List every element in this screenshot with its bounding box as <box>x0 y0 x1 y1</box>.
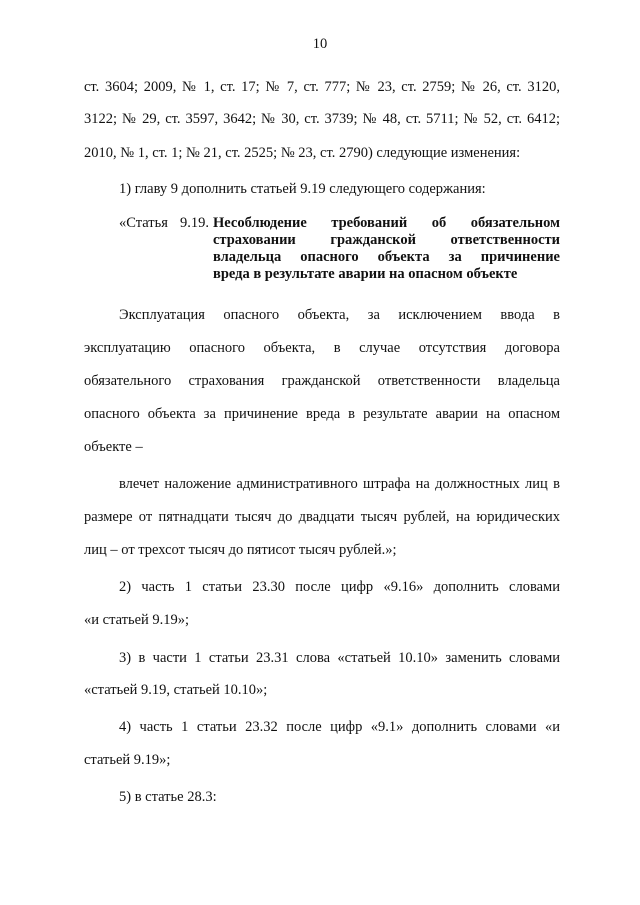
article-title-line: владельца опасного объекта за причинение <box>213 249 560 265</box>
body-line: размере от пятнадцати тысяч до двадцати тысяч рублей, на юридических <box>84 509 560 525</box>
article-title-line: страховании гражданской ответственности <box>213 232 560 248</box>
article-title <box>213 215 560 283</box>
intro-line: ст. 3604; 2009, № 1, ст. 17; № 7, ст. 777; № 23, ст. 2759; № 26, ст. 3120, <box>84 79 560 95</box>
body-line: 4) часть 1 статьи 23.32 после цифр «9.1» дополнить словами «и <box>119 719 560 735</box>
body-line: статьей 9.19»; <box>84 752 171 768</box>
body-line: 3) в части 1 статьи 23.31 слова «статьей 10.10» заменить словами <box>119 650 560 666</box>
intro-line: 3122; № 29, ст. 3597, 3642; № 30, ст. 3739; № 48, ст. 5711; № 52, ст. 6412; <box>84 111 560 127</box>
body-line: 2) часть 1 статьи 23.30 после цифр «9.16» дополнить словами <box>119 579 560 595</box>
body-line: «статьей 9.19, статьей 10.10»; <box>84 682 268 698</box>
body-line: лиц – от трехсот тысяч до пятисот тысяч рублей.»; <box>84 542 397 558</box>
article-heading <box>119 215 560 283</box>
article-label: «Статья 9.19. <box>119 215 209 231</box>
intro-line: 2010, № 1, ст. 1; № 21, ст. 2525; № 23, ст. 2790) следующие изменения: <box>84 145 521 161</box>
body-line: эксплуатацию опасного объекта, в случае отсутствия договора <box>84 340 560 356</box>
article-title-line: вреда в результате аварии на опасном объекте <box>213 266 518 282</box>
body-line: обязательного страхования гражданской ответственности владельца <box>84 373 560 389</box>
body-line: Эксплуатация опасного объекта, за исключением ввода в <box>119 307 560 323</box>
body-line: объекте – <box>84 439 143 455</box>
page-number: 10 <box>312 36 328 52</box>
item-1: 1) главу 9 дополнить статьей 9.19 следующего содержания: <box>119 181 486 197</box>
body-line: 5) в статье 28.3: <box>119 789 217 805</box>
article-title-line: Несоблюдение требований об обязательном <box>213 215 560 231</box>
body-line: опасного объекта за причинение вреда в результате аварии на опасном <box>84 406 560 422</box>
body-line: «и статьей 9.19»; <box>84 612 190 628</box>
body-line: влечет наложение административного штрафа на должностных лиц в <box>119 476 560 492</box>
